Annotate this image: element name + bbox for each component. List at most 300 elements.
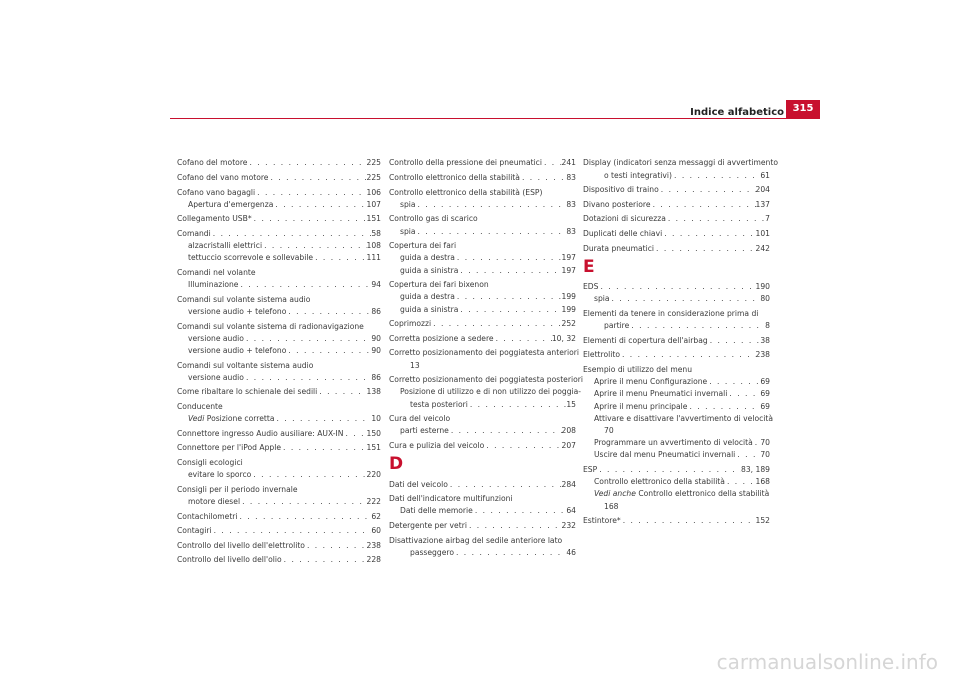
entry-label xyxy=(389,520,467,532)
entry-label xyxy=(583,349,620,361)
entry-page: 106 xyxy=(366,187,381,197)
entry-page: 232 xyxy=(561,520,576,530)
dot-leader xyxy=(431,318,561,330)
entry-label xyxy=(389,375,583,384)
dot-leader xyxy=(255,187,366,199)
entry-page: 151 xyxy=(366,214,381,224)
entry-page: 69 xyxy=(760,377,770,387)
entry-text: ESP xyxy=(583,464,598,474)
entry-text: Controllo del livello dell'elettrolito xyxy=(177,540,305,550)
index-entry xyxy=(389,316,576,331)
index-heading xyxy=(177,291,381,306)
entry-text: Elementi di copertura dell'airbag xyxy=(583,335,708,345)
entry-label xyxy=(177,157,247,169)
index-heading xyxy=(583,306,770,321)
entry-text: spia xyxy=(594,294,610,304)
index-heading xyxy=(389,360,576,372)
entry-label xyxy=(389,214,478,223)
index-entry xyxy=(177,508,381,523)
index-heading xyxy=(177,265,381,280)
index-entry xyxy=(177,211,381,226)
entry-label xyxy=(177,540,305,552)
entry-label xyxy=(177,428,343,440)
index-entry xyxy=(583,279,770,294)
entry-label xyxy=(400,425,449,437)
index-entry xyxy=(389,170,576,185)
entry-text: Duplicati delle chiavi xyxy=(583,228,663,238)
see-also-label: Vedi xyxy=(188,414,205,424)
dot-leader xyxy=(687,401,760,413)
entry-text: parti esterne xyxy=(400,426,449,436)
index-entry xyxy=(389,291,576,303)
entry-page: 284 xyxy=(561,479,576,489)
index-entry xyxy=(583,320,770,332)
entry-text: guida a sinistra xyxy=(400,304,459,314)
index-entry xyxy=(583,293,770,305)
dot-leader xyxy=(520,172,566,184)
index-heading xyxy=(177,399,381,414)
entry-label xyxy=(177,554,282,566)
index-entry xyxy=(389,518,576,533)
entry-text: Contachilometri xyxy=(177,511,238,521)
entry-label xyxy=(400,265,458,277)
index-heading xyxy=(583,413,774,425)
entry-page: 10 xyxy=(371,414,381,424)
entry-page: 152 xyxy=(755,516,770,526)
entry-label xyxy=(583,184,659,196)
entry-label xyxy=(389,188,542,197)
entry-label xyxy=(177,361,313,370)
index-heading xyxy=(583,425,770,437)
dot-leader xyxy=(707,376,760,388)
index-entry xyxy=(389,476,576,491)
entry-label xyxy=(188,469,251,481)
entry-page: 58 xyxy=(371,228,381,238)
index-entry xyxy=(177,199,381,211)
entry-page: 241 xyxy=(561,158,576,168)
index-entry xyxy=(177,552,381,567)
entry-label xyxy=(583,515,621,527)
dot-leader xyxy=(473,505,567,517)
dot-leader xyxy=(273,199,366,211)
entry-label xyxy=(188,413,274,425)
entry-label xyxy=(604,426,614,435)
index-entry xyxy=(389,547,576,559)
entry-text: Controllo elettronico della stabilità xyxy=(635,489,770,499)
index-entry xyxy=(389,425,576,437)
entry-text: 13 xyxy=(410,360,420,370)
index-heading xyxy=(389,532,576,547)
entry-label xyxy=(594,376,707,388)
entry-label xyxy=(389,157,542,169)
entry-page: 208 xyxy=(561,426,576,436)
dot-leader xyxy=(238,279,371,291)
dot-leader xyxy=(659,184,756,196)
index-heading xyxy=(177,455,381,470)
entry-label xyxy=(188,199,273,211)
entry-page: 62 xyxy=(371,511,381,521)
dot-leader xyxy=(282,554,367,566)
entry-page: 222 xyxy=(366,496,381,506)
index-entry xyxy=(389,199,576,211)
section-letter: D xyxy=(389,454,404,475)
entry-text: Comandi sul volante sistema di radionavigazione xyxy=(177,321,364,331)
index-entry xyxy=(389,399,576,411)
see-also-label: Vedi anche xyxy=(594,489,636,499)
index-entry xyxy=(177,306,381,318)
entry-page: 10, 32 xyxy=(551,333,576,343)
dot-leader xyxy=(621,515,756,527)
entry-page: 137 xyxy=(755,199,770,209)
dot-leader xyxy=(467,520,562,532)
dot-leader xyxy=(454,547,566,559)
entry-label xyxy=(177,525,212,537)
entry-label xyxy=(177,187,255,199)
entry-text: 70 xyxy=(604,425,614,435)
entry-text: Illuminazione xyxy=(188,280,239,290)
entry-label xyxy=(177,442,281,454)
index-heading xyxy=(389,411,576,426)
entry-page: 151 xyxy=(366,443,381,453)
dot-leader xyxy=(252,213,367,225)
entry-text: o testi integrativi) xyxy=(604,170,672,180)
index-heading xyxy=(389,277,576,292)
dot-leader xyxy=(753,437,761,449)
index-heading xyxy=(389,238,576,253)
dot-leader xyxy=(305,540,367,552)
entry-page: 138 xyxy=(366,387,381,397)
entry-page: 199 xyxy=(561,292,576,302)
entry-text: versione audio + telefono xyxy=(188,306,287,316)
entry-label xyxy=(410,547,454,559)
entry-page: 90 xyxy=(371,333,381,343)
index-heading xyxy=(389,372,583,387)
entry-page: 70 xyxy=(760,450,770,460)
index-entry xyxy=(177,523,381,538)
index-entry xyxy=(177,345,381,357)
dot-leader xyxy=(268,172,366,184)
entry-text: tettuccio scorrevole e sollevabile xyxy=(188,253,314,263)
entry-page: 111 xyxy=(366,253,381,263)
index-entry xyxy=(583,170,770,182)
index-entry xyxy=(177,155,381,170)
entry-text: Comandi sul volante sistema audio xyxy=(177,294,311,304)
entry-text: Cofano del motore xyxy=(177,158,248,168)
entry-page: 107 xyxy=(366,199,381,209)
entry-text: Conducente xyxy=(177,401,223,411)
entry-text: Corretto posizionamento dei poggiatesta anteriori xyxy=(389,348,579,358)
index-entry xyxy=(177,384,381,399)
entry-text: guida a sinistra xyxy=(400,265,459,275)
entry-text: testa posteriori xyxy=(410,399,468,409)
dot-leader xyxy=(458,265,561,277)
entry-page: 86 xyxy=(371,306,381,316)
entry-label xyxy=(594,414,773,423)
entry-label xyxy=(400,226,416,238)
entry-text: Connettore ingresso Audio ausiliare: AUX-IN xyxy=(177,428,344,438)
dot-leader xyxy=(629,320,765,332)
entry-label xyxy=(389,333,494,345)
entry-text: Cura e pulizia del veicolo xyxy=(389,440,485,450)
index-entry xyxy=(389,265,576,277)
index-entry xyxy=(583,513,770,528)
dot-leader xyxy=(317,386,366,398)
entry-label xyxy=(389,318,431,330)
index-entry xyxy=(177,496,381,508)
entry-page: 108 xyxy=(366,241,381,251)
dot-leader xyxy=(735,449,760,461)
dot-leader xyxy=(666,213,765,225)
entry-page: 80 xyxy=(760,294,770,304)
dot-leader xyxy=(662,228,755,240)
entry-text: versione audio xyxy=(188,333,244,343)
entry-page: 225 xyxy=(366,172,381,182)
dot-leader xyxy=(262,240,366,252)
index-entry xyxy=(583,347,770,362)
entry-text: Dispositivo di traino xyxy=(583,185,659,195)
dot-leader xyxy=(286,345,371,357)
entry-label xyxy=(400,291,455,303)
entry-page: 7 xyxy=(765,214,770,224)
entry-page: 168 xyxy=(755,477,770,487)
dot-leader xyxy=(448,479,562,491)
index-entry xyxy=(583,226,770,241)
index-heading xyxy=(177,481,381,496)
dot-leader xyxy=(212,525,372,537)
entry-page: 228 xyxy=(366,555,381,565)
entry-label xyxy=(177,322,364,331)
entry-text: Controllo del livello dell'olio xyxy=(177,555,282,565)
entry-text: Divano posteriore xyxy=(583,199,651,209)
index-entry xyxy=(389,438,576,453)
dot-leader xyxy=(727,388,760,400)
dot-leader xyxy=(672,170,760,182)
entry-label xyxy=(389,280,489,289)
entry-label xyxy=(583,464,597,476)
entry-page: 8 xyxy=(765,321,770,331)
entry-label xyxy=(177,268,256,277)
header-divider xyxy=(170,118,820,119)
dot-leader xyxy=(654,243,755,255)
entry-label xyxy=(188,279,238,291)
entry-page: 197 xyxy=(561,253,576,263)
entry-text: Uscire dal menu Pneumatici invernali xyxy=(594,450,736,460)
entry-text: Copertura dei fari bixenon xyxy=(389,280,489,290)
index-entry xyxy=(583,196,770,211)
index-entry xyxy=(389,252,576,264)
dot-leader xyxy=(455,291,562,303)
entry-text: passeggero xyxy=(410,547,454,557)
entry-label xyxy=(389,414,450,423)
entry-text: guida a destra xyxy=(400,292,455,302)
entry-text: motore diesel xyxy=(188,496,241,506)
entry-text: Display (indicatori senza messaggi di avvertimento xyxy=(583,158,778,168)
entry-page: 64 xyxy=(566,506,576,516)
entry-page: 83, 189 xyxy=(741,464,770,474)
entry-page: 61 xyxy=(760,170,770,180)
entry-page: 199 xyxy=(561,304,576,314)
dot-leader xyxy=(281,442,366,454)
entry-text: Attivare e disattivare l'avvertimento di velocità xyxy=(594,413,774,423)
entry-page: 150 xyxy=(366,428,381,438)
entry-text: Aprire il menu principale xyxy=(594,401,688,411)
entry-text: Corretto posizionamento dei poggiatesta posteriori xyxy=(389,375,583,385)
dot-leader xyxy=(598,281,755,293)
entry-label xyxy=(583,213,666,225)
entry-text: guida a destra xyxy=(400,253,455,263)
index-entry xyxy=(177,469,381,481)
entry-label xyxy=(188,252,313,264)
dot-leader xyxy=(240,496,366,508)
dot-leader xyxy=(610,293,761,305)
entry-label xyxy=(400,199,416,211)
entry-label xyxy=(389,440,484,452)
entry-text: Aprire il menu Configurazione xyxy=(594,377,708,387)
entry-text: Elementi da tenere in considerazione prima di xyxy=(583,308,759,318)
entry-page: 69 xyxy=(760,401,770,411)
index-entry xyxy=(389,226,576,238)
index-column-3 xyxy=(583,155,778,527)
dot-leader xyxy=(343,428,366,440)
entry-label xyxy=(583,309,758,318)
entry-page: 238 xyxy=(755,350,770,360)
entry-label xyxy=(604,320,629,332)
entry-text: Controllo elettronico della stabilità xyxy=(594,477,725,487)
entry-label xyxy=(389,494,513,503)
entry-page: 38 xyxy=(760,335,770,345)
index-heading xyxy=(389,345,579,360)
index-entry xyxy=(389,330,576,345)
entry-label xyxy=(400,505,473,517)
index-entry xyxy=(583,401,770,413)
index-entry xyxy=(583,240,770,255)
entry-label xyxy=(594,449,735,461)
dot-leader xyxy=(244,333,371,345)
section-letter: E xyxy=(583,256,595,277)
entry-text: Aprire il menu Pneumatici invernali xyxy=(594,389,728,399)
entry-label xyxy=(583,243,654,255)
index-heading xyxy=(389,386,582,398)
index-heading xyxy=(583,501,770,513)
entry-text: Controllo elettronico della stabilità xyxy=(389,172,520,182)
entry-label xyxy=(177,213,252,225)
entry-label xyxy=(604,502,619,511)
entry-label xyxy=(594,401,687,413)
entry-text: Disattivazione airbag del sedile anteriore lato xyxy=(389,535,563,545)
dot-leader xyxy=(449,425,562,437)
entry-text: Coprimozzi xyxy=(389,319,432,329)
entry-label xyxy=(594,437,753,449)
entry-text: Elettrolito xyxy=(583,350,620,360)
entry-text: Cofano del vano motore xyxy=(177,172,269,182)
entry-text: Apertura d'emergenza xyxy=(188,199,274,209)
entry-text: versione audio + telefono xyxy=(188,345,287,355)
entry-page: 60 xyxy=(371,526,381,536)
entry-text: Controllo elettronico della stabilità (ESP) xyxy=(389,187,543,197)
entry-label xyxy=(188,345,286,357)
dot-leader xyxy=(251,469,366,481)
dot-leader xyxy=(416,226,567,238)
entry-text: Controllo della pressione dei pneumatici xyxy=(389,158,542,168)
entry-text: Corretta posizione a sedere xyxy=(389,333,494,343)
dot-leader xyxy=(286,306,371,318)
dot-leader xyxy=(313,252,366,264)
entry-label xyxy=(594,293,610,305)
entry-label xyxy=(177,295,310,304)
entry-label xyxy=(604,170,672,182)
entry-text: partire xyxy=(604,321,630,331)
entry-text: Posizione corretta xyxy=(204,414,275,424)
entry-page: 204 xyxy=(755,185,770,195)
index-entry xyxy=(177,184,381,199)
dot-leader xyxy=(247,157,366,169)
index-entry xyxy=(177,425,381,440)
entry-label xyxy=(177,402,223,411)
index-entry xyxy=(177,279,381,291)
entry-page: 86 xyxy=(371,372,381,382)
dot-leader xyxy=(542,157,562,169)
entry-label xyxy=(188,306,286,318)
entry-label xyxy=(177,458,243,467)
index-column-2 xyxy=(389,155,583,559)
dot-leader xyxy=(244,372,371,384)
entry-label xyxy=(188,372,244,384)
index-heading xyxy=(583,362,770,377)
entry-page: 238 xyxy=(366,540,381,550)
dot-leader xyxy=(238,511,372,523)
entry-text: Come ribaltare lo schienale dei sedili xyxy=(177,387,318,397)
dot-leader xyxy=(468,399,566,411)
entry-label xyxy=(389,241,456,250)
entry-text: spia xyxy=(400,226,416,236)
entry-label xyxy=(583,281,598,293)
entry-text: Dati dell'indicatore multifunzioni xyxy=(389,494,513,504)
entry-label xyxy=(389,172,520,184)
index-entry xyxy=(177,252,381,264)
index-entry xyxy=(177,372,381,384)
index-entry xyxy=(583,332,770,347)
entry-text: alzacristalli elettrici xyxy=(188,241,263,251)
entry-label xyxy=(188,240,262,252)
entry-label xyxy=(583,365,692,374)
entry-label xyxy=(410,361,420,370)
dot-leader xyxy=(458,304,561,316)
entry-label xyxy=(594,476,725,488)
entry-label xyxy=(583,158,778,167)
entry-text: Comandi sul voltante sistema audio xyxy=(177,360,314,370)
entry-label xyxy=(177,228,211,240)
index-entry xyxy=(389,304,576,316)
entry-label xyxy=(410,399,468,411)
index-entry xyxy=(177,537,381,552)
index-entry xyxy=(583,462,770,477)
entry-label xyxy=(188,333,244,345)
index-heading xyxy=(583,155,778,170)
dot-leader xyxy=(725,476,756,488)
entry-text: Dati del veicolo xyxy=(389,479,448,489)
entry-page: 252 xyxy=(561,319,576,329)
dot-leader xyxy=(494,333,552,345)
dot-leader xyxy=(455,252,562,264)
dot-leader xyxy=(620,349,756,361)
entry-label xyxy=(400,304,458,316)
entry-text: Posizione di utilizzo e di non utilizzo dei poggia- xyxy=(400,387,582,397)
entry-text: Esempio di utilizzo del menu xyxy=(583,364,693,374)
index-entry xyxy=(583,182,770,197)
index-entry xyxy=(177,226,381,241)
entry-page: 15 xyxy=(566,399,576,409)
index-heading xyxy=(177,318,381,333)
